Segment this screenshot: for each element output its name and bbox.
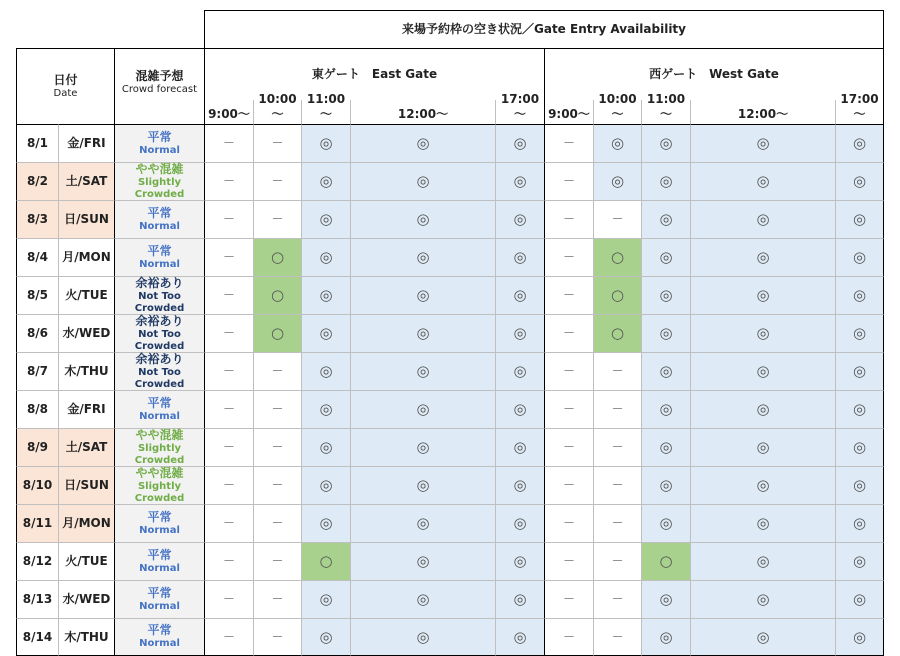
slot-east-2: ○	[301, 542, 350, 580]
slot-east-2: ◎	[301, 466, 350, 504]
time-header-west-0: 9:00～	[544, 100, 593, 124]
forecast-label-en: Not Too Crowded	[134, 290, 185, 314]
slot-east-3: ◎	[350, 466, 495, 504]
forecast-label-jp: 平常	[147, 585, 172, 600]
slot-west-4: ◎	[835, 124, 884, 162]
slot-east-4: ◎	[495, 162, 544, 200]
slot-west-1: －	[593, 352, 641, 390]
slot-west-3: ◎	[690, 162, 835, 200]
slot-west-3: ◎	[690, 504, 835, 542]
slot-west-2: ◎	[641, 580, 690, 618]
slot-west-4: ◎	[835, 314, 884, 352]
date-cell: 8/4	[16, 238, 58, 276]
slot-east-0: －	[204, 580, 253, 618]
slot-east-2: ◎	[301, 238, 350, 276]
forecast-label-en: Normal	[139, 410, 180, 422]
slot-east-1: －	[253, 580, 301, 618]
slot-west-1: ○	[593, 314, 641, 352]
forecast-label-en: Not Too Crowded	[134, 366, 185, 390]
slot-west-3: ◎	[690, 580, 835, 618]
forecast-label-en: Normal	[139, 524, 180, 536]
time-header-east-0: 9:00～	[204, 100, 253, 124]
weekday-cell: 火/TUE	[58, 276, 114, 314]
slot-east-2: ◎	[301, 276, 350, 314]
slot-east-4: ◎	[495, 314, 544, 352]
forecast-label-jp: 平常	[147, 547, 172, 562]
forecast-header-jp: 混雑予想	[135, 69, 184, 83]
slot-west-2: ◎	[641, 428, 690, 466]
date-cell: 8/11	[16, 504, 58, 542]
west-gate-header: 西ゲート West Gate	[544, 48, 884, 100]
slot-east-3: ◎	[350, 352, 495, 390]
slot-west-0: －	[544, 428, 593, 466]
forecast-cell	[114, 618, 204, 656]
slot-east-4: ◎	[495, 466, 544, 504]
slot-east-0: －	[204, 200, 253, 238]
slot-west-3: ◎	[690, 314, 835, 352]
slot-east-0: －	[204, 162, 253, 200]
forecast-label-jp: 平常	[147, 205, 172, 220]
weekday-cell: 火/TUE	[58, 542, 114, 580]
slot-west-3: ◎	[690, 618, 835, 656]
slot-west-0: －	[544, 238, 593, 276]
slot-west-3: ◎	[690, 352, 835, 390]
forecast-label-jp: 平常	[147, 509, 172, 524]
slot-west-0: －	[544, 200, 593, 238]
slot-east-1: －	[253, 618, 301, 656]
slot-west-3: ◎	[690, 124, 835, 162]
slot-east-1: －	[253, 352, 301, 390]
slot-west-0: －	[544, 618, 593, 656]
slot-east-1: －	[253, 200, 301, 238]
slot-west-0: －	[544, 314, 593, 352]
date-cell: 8/9	[16, 428, 58, 466]
weekday-cell: 月/MON	[58, 504, 114, 542]
slot-west-0: －	[544, 580, 593, 618]
weekday-cell: 日/SUN	[58, 200, 114, 238]
slot-west-1: －	[593, 618, 641, 656]
slot-west-4: ◎	[835, 466, 884, 504]
slot-east-3: ◎	[350, 162, 495, 200]
slot-west-2: ◎	[641, 504, 690, 542]
slot-east-0: －	[204, 390, 253, 428]
forecast-label-jp: やや混雑	[135, 465, 184, 480]
slot-west-4: ◎	[835, 276, 884, 314]
slot-east-3: ◎	[350, 200, 495, 238]
weekday-cell: 木/THU	[58, 352, 114, 390]
slot-east-2: ◎	[301, 314, 350, 352]
weekday-cell: 土/SAT	[58, 428, 114, 466]
slot-east-4: ◎	[495, 428, 544, 466]
slot-west-4: ◎	[835, 200, 884, 238]
slot-east-3: ◎	[350, 542, 495, 580]
date-cell: 8/7	[16, 352, 58, 390]
slot-west-2: ◎	[641, 200, 690, 238]
time-header-east-1: 10:00～	[253, 100, 301, 124]
time-header-west-2: 11:00～	[641, 100, 690, 124]
slot-east-1: －	[253, 162, 301, 200]
slot-west-1: ○	[593, 276, 641, 314]
forecast-cell	[114, 238, 204, 276]
slot-east-4: ◎	[495, 580, 544, 618]
slot-east-2: ◎	[301, 428, 350, 466]
slot-west-0: －	[544, 124, 593, 162]
slot-east-3: ◎	[350, 504, 495, 542]
forecast-label-jp: 平常	[147, 243, 172, 258]
weekday-cell: 日/SUN	[58, 466, 114, 504]
slot-west-3: ◎	[690, 238, 835, 276]
slot-west-2: ◎	[641, 162, 690, 200]
forecast-label-en: Normal	[139, 258, 180, 270]
forecast-label-jp: 平常	[147, 623, 172, 638]
slot-east-0: －	[204, 124, 253, 162]
forecast-cell	[114, 276, 204, 314]
slot-west-4: ◎	[835, 618, 884, 656]
forecast-label-jp: 余裕あり	[135, 351, 184, 366]
slot-west-3: ◎	[690, 390, 835, 428]
slot-east-1: ○	[253, 238, 301, 276]
slot-west-0: －	[544, 504, 593, 542]
date-cell: 8/2	[16, 162, 58, 200]
slot-east-0: －	[204, 542, 253, 580]
east-gate-header: 東ゲート East Gate	[204, 48, 544, 100]
forecast-header	[114, 48, 204, 124]
weekday-cell: 月/MON	[58, 238, 114, 276]
slot-west-4: ◎	[835, 504, 884, 542]
slot-east-3: ◎	[350, 314, 495, 352]
table-title: 来場予約枠の空き状況／Gate Entry Availability	[204, 10, 884, 48]
time-header-east-2: 11:00～	[301, 100, 350, 124]
forecast-label-en: Slightly Crowded	[134, 442, 185, 466]
slot-west-4: ◎	[835, 580, 884, 618]
forecast-label-en: Normal	[139, 562, 180, 574]
slot-east-3: ◎	[350, 428, 495, 466]
slot-east-2: ◎	[301, 580, 350, 618]
time-header-west-4: 17:00～	[835, 100, 884, 124]
forecast-label-jp: やや混雑	[135, 161, 184, 176]
date-header-jp: 日付	[53, 72, 78, 87]
date-header	[16, 48, 114, 124]
forecast-label-jp: 平常	[147, 129, 172, 144]
time-header-east-3: 12:00～	[350, 100, 495, 124]
slot-east-2: ◎	[301, 390, 350, 428]
slot-east-0: －	[204, 276, 253, 314]
slot-east-3: ◎	[350, 390, 495, 428]
forecast-cell	[114, 580, 204, 618]
slot-west-4: ◎	[835, 390, 884, 428]
slot-east-4: ◎	[495, 200, 544, 238]
slot-east-4: ◎	[495, 352, 544, 390]
date-cell: 8/3	[16, 200, 58, 238]
slot-east-0: －	[204, 238, 253, 276]
slot-west-1: －	[593, 466, 641, 504]
slot-west-1: －	[593, 542, 641, 580]
forecast-label-en: Slightly Crowded	[134, 480, 185, 504]
date-cell: 8/1	[16, 124, 58, 162]
slot-east-3: ◎	[350, 580, 495, 618]
slot-west-0: －	[544, 466, 593, 504]
slot-west-0: －	[544, 542, 593, 580]
slot-west-1: －	[593, 390, 641, 428]
slot-west-2: ◎	[641, 466, 690, 504]
slot-east-2: ◎	[301, 162, 350, 200]
forecast-label-jp: 余裕あり	[135, 313, 184, 328]
time-header-west-1: 10:00～	[593, 100, 641, 124]
slot-west-3: ◎	[690, 428, 835, 466]
slot-east-1: －	[253, 504, 301, 542]
slot-east-4: ◎	[495, 124, 544, 162]
slot-west-3: ◎	[690, 466, 835, 504]
slot-west-2: ◎	[641, 390, 690, 428]
slot-west-1: －	[593, 200, 641, 238]
slot-west-0: －	[544, 276, 593, 314]
slot-east-4: ◎	[495, 542, 544, 580]
slot-west-0: －	[544, 352, 593, 390]
slot-east-1: －	[253, 466, 301, 504]
slot-west-4: ◎	[835, 542, 884, 580]
weekday-cell: 土/SAT	[58, 162, 114, 200]
forecast-cell	[114, 428, 204, 466]
slot-east-1: －	[253, 124, 301, 162]
slot-east-0: －	[204, 618, 253, 656]
slot-east-3: ◎	[350, 124, 495, 162]
time-header-east-4: 17:00～	[495, 100, 544, 124]
forecast-cell	[114, 504, 204, 542]
slot-east-0: －	[204, 504, 253, 542]
slot-east-2: ◎	[301, 618, 350, 656]
slot-east-1: ○	[253, 276, 301, 314]
slot-west-4: ◎	[835, 428, 884, 466]
forecast-cell	[114, 314, 204, 352]
slot-west-3: ◎	[690, 542, 835, 580]
slot-east-0: －	[204, 314, 253, 352]
slot-west-2: ◎	[641, 276, 690, 314]
slot-east-4: ◎	[495, 276, 544, 314]
slot-east-2: ◎	[301, 200, 350, 238]
slot-east-1: －	[253, 542, 301, 580]
slot-west-2: ◎	[641, 352, 690, 390]
forecast-label-en: Normal	[139, 600, 180, 612]
slot-west-4: ◎	[835, 238, 884, 276]
slot-east-2: ◎	[301, 504, 350, 542]
slot-west-0: －	[544, 390, 593, 428]
date-cell: 8/12	[16, 542, 58, 580]
slot-east-3: ◎	[350, 238, 495, 276]
date-header-en: Date	[53, 87, 78, 99]
slot-east-3: ◎	[350, 618, 495, 656]
slot-east-1: －	[253, 390, 301, 428]
slot-west-2: ◎	[641, 314, 690, 352]
date-cell: 8/10	[16, 466, 58, 504]
forecast-cell	[114, 352, 204, 390]
slot-west-1: ◎	[593, 124, 641, 162]
slot-east-4: ◎	[495, 390, 544, 428]
weekday-cell: 金/FRI	[58, 390, 114, 428]
forecast-label-jp: 平常	[147, 395, 172, 410]
slot-west-2: ○	[641, 542, 690, 580]
slot-east-0: －	[204, 352, 253, 390]
slot-west-1: －	[593, 580, 641, 618]
slot-west-1: －	[593, 428, 641, 466]
forecast-label-en: Normal	[139, 144, 180, 156]
date-cell: 8/8	[16, 390, 58, 428]
weekday-cell: 金/FRI	[58, 124, 114, 162]
slot-west-3: ◎	[690, 200, 835, 238]
slot-west-1: ◎	[593, 162, 641, 200]
forecast-label-en: Normal	[139, 220, 180, 232]
forecast-cell	[114, 124, 204, 162]
forecast-cell	[114, 542, 204, 580]
forecast-header-en: Crowd forecast	[121, 84, 198, 95]
slot-west-1: ○	[593, 238, 641, 276]
forecast-cell	[114, 200, 204, 238]
forecast-label-jp: やや混雑	[135, 427, 184, 442]
slot-west-2: ◎	[641, 618, 690, 656]
slot-east-1: －	[253, 428, 301, 466]
slot-east-3: ◎	[350, 276, 495, 314]
slot-west-0: －	[544, 162, 593, 200]
slot-west-4: ◎	[835, 162, 884, 200]
slot-west-4: ◎	[835, 352, 884, 390]
forecast-label-en: Normal	[139, 638, 180, 650]
time-header-west-3: 12:00～	[690, 100, 835, 124]
slot-east-4: ◎	[495, 238, 544, 276]
forecast-cell	[114, 390, 204, 428]
date-cell: 8/13	[16, 580, 58, 618]
slot-east-0: －	[204, 428, 253, 466]
slot-east-4: ◎	[495, 504, 544, 542]
slot-east-0: －	[204, 466, 253, 504]
slot-west-2: ◎	[641, 124, 690, 162]
forecast-cell	[114, 162, 204, 200]
slot-east-2: ◎	[301, 352, 350, 390]
forecast-label-jp: 余裕あり	[135, 275, 184, 290]
weekday-cell: 水/WED	[58, 314, 114, 352]
slot-west-2: ◎	[641, 238, 690, 276]
forecast-label-en: Slightly Crowded	[134, 176, 185, 200]
slot-west-1: －	[593, 504, 641, 542]
slot-east-2: ◎	[301, 124, 350, 162]
slot-east-1: ○	[253, 314, 301, 352]
date-cell: 8/14	[16, 618, 58, 656]
slot-west-3: ◎	[690, 276, 835, 314]
weekday-cell: 木/THU	[58, 618, 114, 656]
date-cell: 8/5	[16, 276, 58, 314]
forecast-label-en: Not Too Crowded	[134, 328, 185, 352]
date-cell: 8/6	[16, 314, 58, 352]
forecast-cell	[114, 466, 204, 504]
weekday-cell: 水/WED	[58, 580, 114, 618]
slot-east-4: ◎	[495, 618, 544, 656]
